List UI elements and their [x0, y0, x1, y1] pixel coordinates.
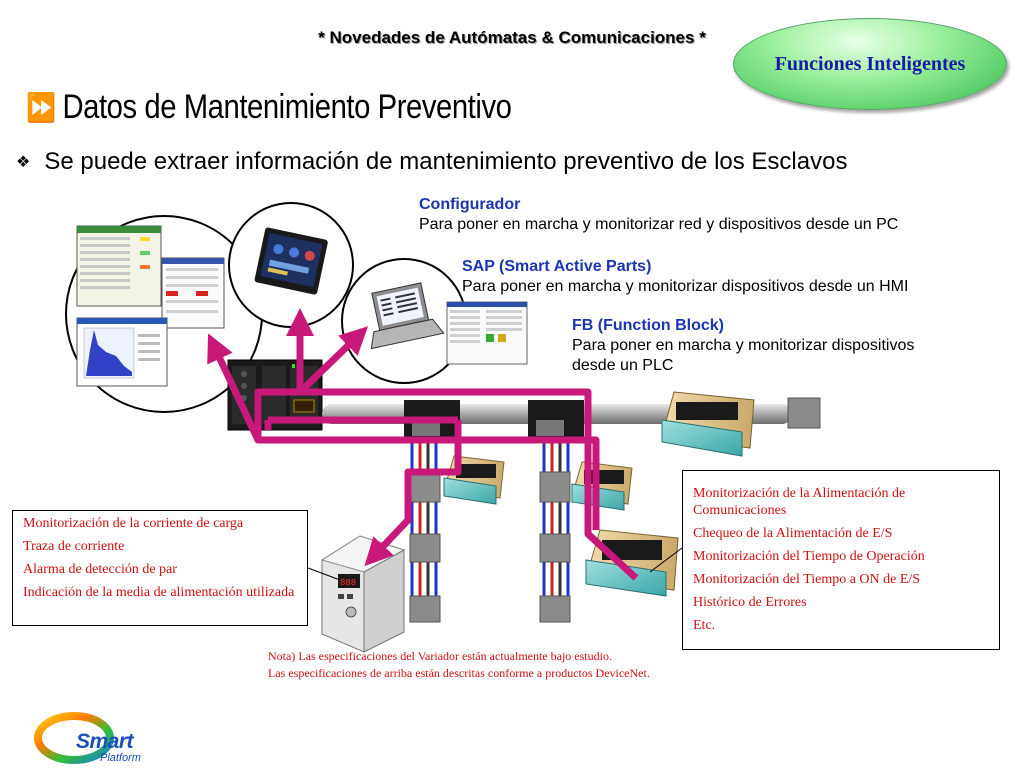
io-slave-2	[572, 462, 632, 510]
sap-screenshot	[447, 302, 527, 364]
footnote-line2: Las especificaciones de arriba están descritas conforme a productos DeviceNet.	[268, 666, 650, 680]
io-function-item: Monitorización del Tiempo de Operación	[693, 549, 925, 564]
bullet-text: Se puede extraer información de mantenimiento preventivo de los Esclavos	[44, 148, 848, 175]
configurator-title: Configurador	[419, 196, 521, 213]
footnote-line1: Nota) Las especificaciones del Variador están actualmente bajo estudio.	[268, 649, 612, 663]
fb-desc-line1: Para poner en marcha y monitorizar dispositivos	[572, 337, 915, 354]
sap-desc: Para poner en marcha y monitorizar dispositivos desde un HMI	[462, 278, 909, 295]
configurator-desc: Para poner en marcha y monitorizar red y dispositivos desde un PC	[419, 216, 899, 233]
configurator-info	[419, 195, 1019, 235]
slide-title-text: Datos de Mantenimiento Preventivo	[62, 88, 512, 126]
io-function-item: Monitorización de la Alimentación de Comunicaciones	[693, 486, 906, 518]
sap-info	[462, 257, 1022, 297]
inverter-functions-box	[12, 510, 308, 626]
fb-title: FB (Function Block)	[572, 317, 724, 334]
io-function-item: Histórico de Errores	[693, 595, 807, 610]
fb-desc-line2: desde un PLC	[572, 357, 674, 374]
inverter-function-item: Traza de corriente	[23, 539, 125, 554]
bullet-line	[14, 148, 847, 176]
io-function-item: Monitorización del Tiempo a ON de E/S	[693, 572, 921, 587]
inverter-function-item: Alarma de detección de par	[23, 562, 177, 577]
io-slave-1	[444, 456, 504, 504]
header-title: * Novedades de Autómatas & Comunicaciones *	[318, 28, 706, 47]
sap-title: SAP (Smart Active Parts)	[462, 258, 652, 275]
smart-platform-logo	[34, 708, 154, 766]
logo-word-platform: Platform	[100, 752, 141, 764]
diamond-bullet-icon: ❖	[16, 154, 31, 171]
slide-title	[26, 88, 511, 127]
io-slave-bus	[662, 392, 754, 456]
io-function-item: Chequeo de la Alimentación de E/S	[693, 526, 893, 541]
svg-text:888: 888	[340, 578, 357, 588]
badge-label: Funciones Inteligentes	[774, 52, 966, 75]
inverter-function-item: Monitorización de la corriente de carga	[23, 516, 244, 531]
footnote	[268, 648, 748, 682]
logo-word-smart: Smart	[76, 730, 134, 753]
io-functions-box	[682, 470, 1000, 650]
io-function-item: Etc.	[693, 618, 716, 633]
bus-tee-2	[528, 400, 584, 442]
inverter-device	[322, 536, 404, 652]
smart-functions-badge	[733, 18, 1007, 110]
inverter-function-item: Indicación de la media de alimentación utilizada	[23, 585, 295, 600]
fb-info	[572, 316, 1022, 376]
hmi-circle	[229, 203, 353, 327]
io-slave-3	[586, 530, 678, 596]
double-arrow-icon: ⏩	[26, 92, 56, 123]
